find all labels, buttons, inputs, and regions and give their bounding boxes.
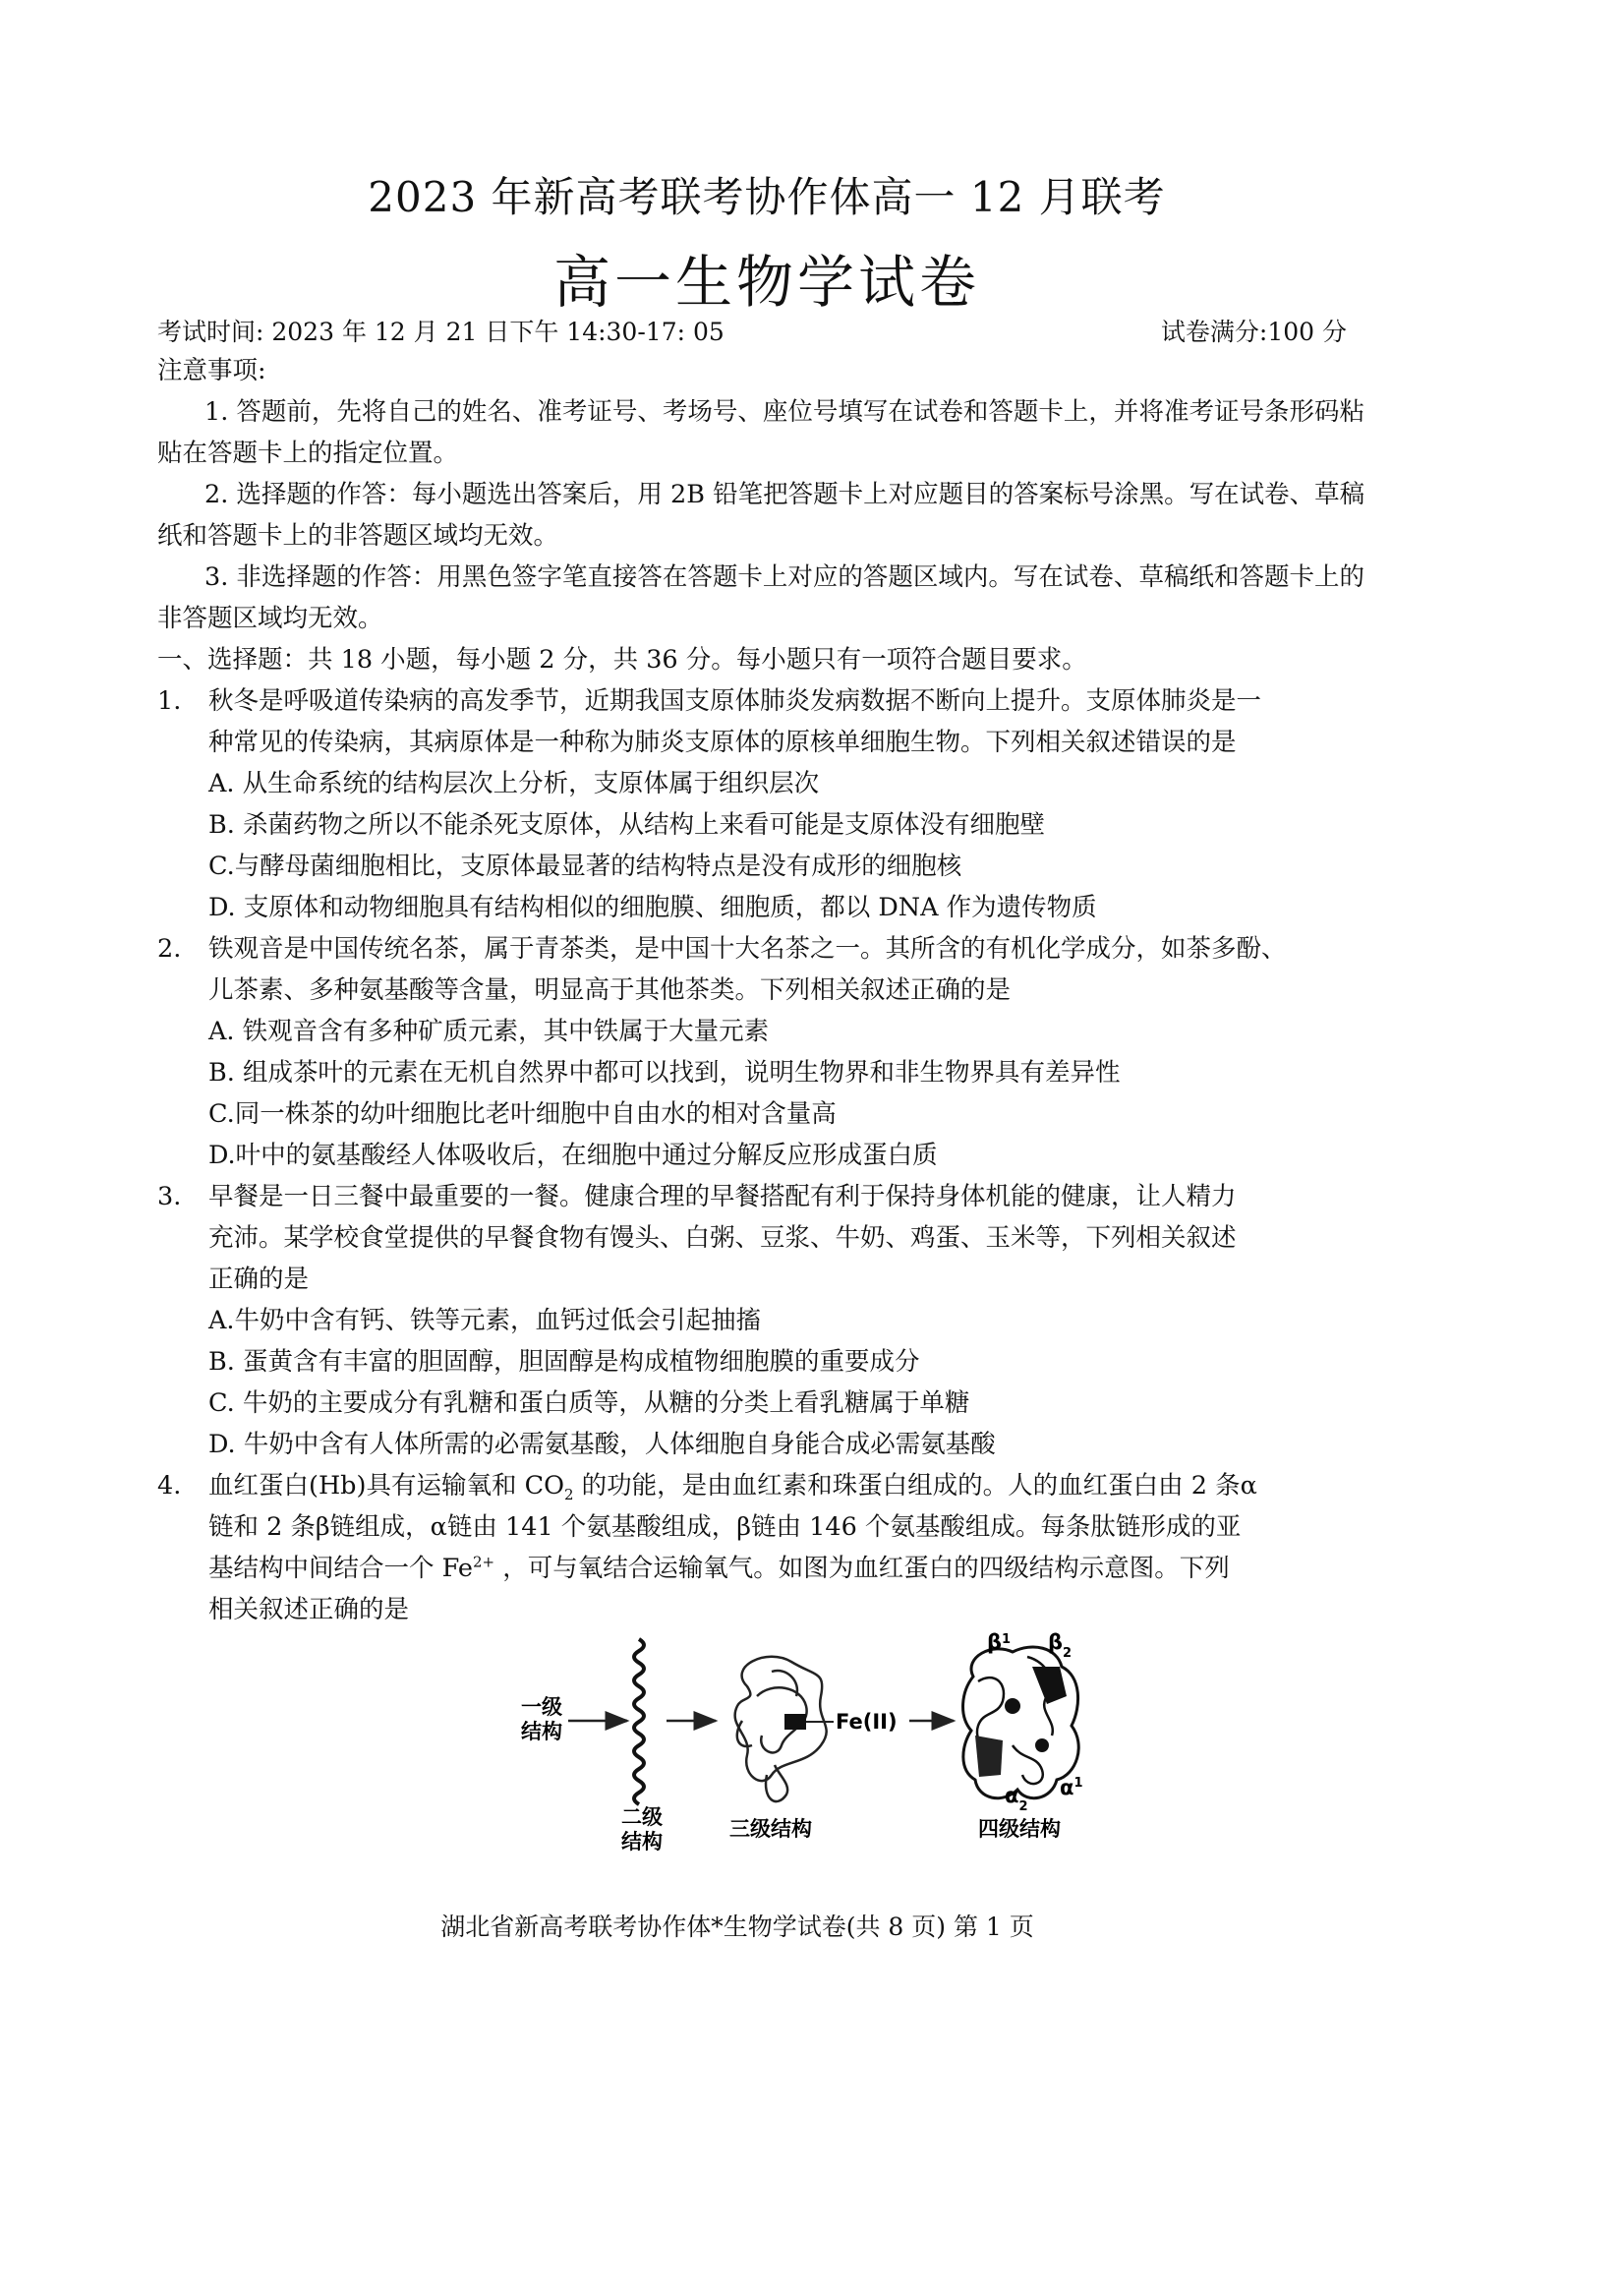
label-primary-2: 结构 bbox=[521, 1720, 562, 1743]
question-text bbox=[157, 1548, 1371, 1589]
exam-body bbox=[157, 350, 1371, 1630]
question-1 bbox=[157, 680, 1371, 722]
option-d: D. 支原体和动物细胞具有结构相似的细胞膜、细胞质，都以 DNA 作为遗传物质 bbox=[208, 893, 1097, 922]
page-footer: 湖北省新高考联考协作体*生物学试卷(共 8 页) 第 1 页 bbox=[440, 1913, 1034, 1941]
label-alpha2: $\alpha_2$ bbox=[1005, 1784, 1028, 1814]
label-fe: Fe(II) bbox=[836, 1710, 898, 1734]
question-text: 链和 2 条β链组成，α链由 141 个氨基酸组成，β链由 146 个氨基酸组成。每条肽链形成的亚 bbox=[208, 1512, 1242, 1542]
question-text-part: ，可与氧结合运输氧气。如图为血红蛋白的四级结构示意图。下列 bbox=[494, 1554, 1230, 1583]
notice-item: 2. 选择题的作答：每小题选出答案后，用 2B 铅笔把答题卡上对应题目的答案标号涂黑。写在试卷、草稿纸和答题卡上的非答题区域均无效。 bbox=[157, 480, 1365, 551]
subscript: 2 bbox=[563, 1486, 574, 1504]
notice-heading: 注意事项: bbox=[157, 356, 266, 385]
label-secondary-1: 二级 bbox=[621, 1805, 663, 1829]
question-3 bbox=[157, 1176, 1371, 1217]
question-text: 铁观音是中国传统名茶，属于青茶类，是中国十大名茶之一。其所含的有机化学成分，如茶多酚、 bbox=[208, 934, 1287, 964]
option-a: A.牛奶中含有钙、铁等元素，血钙过低会引起抽搐 bbox=[208, 1306, 762, 1335]
question-text: 早餐是一日三餐中最重要的一餐。健康合理的早餐搭配有利于保持身体机能的健康，让人精力 bbox=[208, 1182, 1237, 1211]
question-text: 相关叙述正确的是 bbox=[208, 1595, 410, 1624]
label-tertiary: 三级结构 bbox=[729, 1817, 812, 1841]
subject-title: 高一生物学试卷 bbox=[552, 249, 980, 316]
question-text: 秋冬是呼吸道传染病的高发季节，近期我国支原体肺炎发病数据不断向上提升。支原体肺炎是一 bbox=[208, 686, 1262, 716]
question-text: 血红蛋白(Hb)具有运输氧和 CO bbox=[208, 1471, 564, 1501]
question-text: 充沛。某学校食堂提供的早餐食物有馒头、白粥、豆浆、牛奶、鸡蛋、玉米等，下列相关叙述 bbox=[208, 1223, 1237, 1253]
label-beta1: $\beta^1$ bbox=[987, 1630, 1012, 1654]
option-c: C.同一株茶的幼叶细胞比老叶细胞中自由水的相对含量高 bbox=[208, 1099, 837, 1129]
question-text: 正确的是 bbox=[208, 1265, 310, 1294]
question-text: 种常见的传染病，其病原体是一种称为肺炎支原体的原核单细胞生物。下列相关叙述错误的是 bbox=[208, 728, 1237, 757]
question-2 bbox=[157, 928, 1371, 970]
label-quaternary: 四级结构 bbox=[978, 1817, 1061, 1841]
option-a: A. 从生命系统的结构层次上分析，支原体属于组织层次 bbox=[208, 769, 820, 798]
option-d: D. 牛奶中含有人体所需的必需氨基酸，人体细胞自身能合成必需氨基酸 bbox=[208, 1430, 996, 1459]
notice-item: 3. 非选择题的作答：用黑色签字笔直接答在答题卡上对应的答题区域内。写在试卷、草稿纸和答题卡上的非答题区域均无效。 bbox=[157, 562, 1364, 633]
exam-title: 2023 年新高考联考协作体高一 12 月联考 bbox=[368, 173, 1166, 221]
tertiary-structure-shape bbox=[735, 1657, 827, 1801]
question-number: 2. bbox=[157, 934, 182, 964]
question-number: 3. bbox=[157, 1182, 182, 1211]
option-b: B. 杀菌药物之所以不能杀死支原体，从结构上来看可能是支原体没有细胞壁 bbox=[208, 810, 1045, 840]
notice-item: 1. 答题前，先将自己的姓名、准考证号、考场号、座位号填写在试卷和答题卡上，并将准考证号条形码粘贴在答题卡上的指定位置。 bbox=[157, 397, 1364, 468]
heme-group bbox=[784, 1714, 806, 1730]
option-b: B. 组成茶叶的元素在无机自然界中都可以找到，说明生物界和非生物界具有差异性 bbox=[208, 1058, 1121, 1088]
superscript: 2+ bbox=[473, 1553, 495, 1571]
label-secondary-2: 结构 bbox=[621, 1830, 663, 1854]
option-b: B. 蛋黄含有丰富的胆固醇，胆固醇是构成植物细胞膜的重要成分 bbox=[208, 1347, 920, 1377]
hemoglobin-structure-figure bbox=[521, 1627, 1131, 1863]
label-primary-1: 一级 bbox=[521, 1695, 562, 1719]
hemoglobin-diagram bbox=[521, 1627, 1131, 1863]
option-d: D.叶中的氨基酸经人体吸收后，在细胞中通过分解反应形成蛋白质 bbox=[208, 1141, 938, 1170]
question-text: 的功能，是由血红素和珠蛋白组成的。人的血红蛋白由 2 条α bbox=[573, 1471, 1257, 1501]
label-beta2: $\beta_2$ bbox=[1048, 1630, 1073, 1661]
full-score: 试卷满分:100 分 bbox=[1160, 318, 1347, 346]
option-c: C. 牛奶的主要成分有乳糖和蛋白质等，从糖的分类上看乳糖属于单糖 bbox=[208, 1388, 970, 1418]
label-alpha1: $\alpha^1$ bbox=[1060, 1776, 1083, 1799]
helix-shape bbox=[634, 1639, 644, 1804]
question-4 bbox=[157, 1465, 1371, 1506]
section-heading: 一、选择题：共 18 小题，每小题 2 分，共 36 分。每小题只有一项符合题目要求。 bbox=[157, 645, 1087, 675]
option-a: A. 铁观音含有多种矿质元素，其中铁属于大量元素 bbox=[208, 1017, 770, 1046]
question-number: 1. bbox=[157, 686, 182, 716]
exam-time: 考试时间: 2023 年 12 月 21 日下午 14:30-17: 05 bbox=[157, 318, 725, 346]
question-text-part: 基结构中间结合一个 Fe bbox=[208, 1554, 473, 1583]
question-text: 儿茶素、多种氨基酸等含量，明显高于其他茶类。下列相关叙述正确的是 bbox=[208, 975, 1012, 1005]
option-c: C.与酵母菌细胞相比，支原体最显著的结构特点是没有成形的细胞核 bbox=[208, 852, 962, 881]
question-number: 4. bbox=[157, 1471, 182, 1501]
